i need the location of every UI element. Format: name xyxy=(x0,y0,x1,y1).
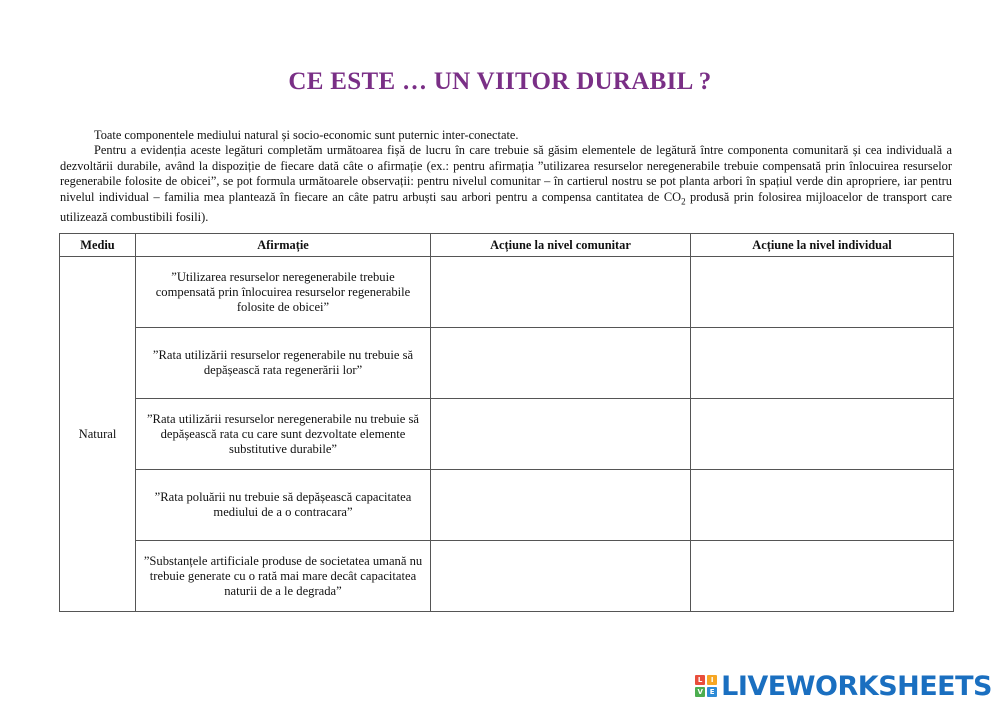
individual-answer-field[interactable] xyxy=(691,328,954,399)
worksheet-table xyxy=(59,233,954,612)
header-actiune-individual: Acțiune la nivel individual xyxy=(691,234,954,257)
community-answer-field[interactable] xyxy=(431,257,691,328)
header-mediu: Mediu xyxy=(60,234,136,257)
logo-square-l: L xyxy=(695,675,705,685)
table-row xyxy=(60,328,954,399)
table-row xyxy=(60,541,954,612)
intro-paragraph-end: produsă prin folosirea mijloacelor de transport care utilizează combustibili fosili). xyxy=(60,189,952,224)
table-row xyxy=(60,399,954,470)
intro-paragraph xyxy=(60,143,952,225)
individual-answer-field[interactable] xyxy=(691,541,954,612)
community-answer-field[interactable] xyxy=(431,541,691,612)
afirmatie-cell: ”Utilizarea resurselor neregenerabile trebuie compensată prin înlocuirea resurselor regenerabile folosite de obicei” xyxy=(136,257,431,328)
afirmatie-cell: ”Rata utilizării resurselor neregenerabile nu trebuie să depășească rata cu care sunt dezvoltate elemente substitutive durabile” xyxy=(136,399,431,470)
community-answer-field[interactable] xyxy=(431,470,691,541)
individual-answer-field[interactable] xyxy=(691,470,954,541)
afirmatie-cell: ”Rata utilizării resurselor regenerabile nu trebuie să depășească rata regenerării lor” xyxy=(136,328,431,399)
individual-answer-field[interactable] xyxy=(691,257,954,328)
page-title: CE ESTE … UN VIITOR DURABIL ? xyxy=(288,68,712,95)
intro-line-1: Toate componentele mediului natural și socio-economic sunt puternic inter-conectate. xyxy=(94,128,519,142)
afirmatie-cell: ”Rata poluării nu trebuie să depășească capacitatea mediului de a o contracara” xyxy=(136,470,431,541)
community-answer-field[interactable] xyxy=(431,328,691,399)
co2-subscript: 2 xyxy=(681,196,686,207)
header-actiune-comunitar: Acțiune la nivel comunitar xyxy=(431,234,691,257)
logo-square-i: I xyxy=(707,675,717,685)
afirmatie-cell: ”Substanțele artificiale produse de societatea umană nu trebuie generate cu o rată mai mare decât capacitatea naturii de a le degrada” xyxy=(136,541,431,612)
table-row xyxy=(60,470,954,541)
logo-square-v: V xyxy=(695,687,705,697)
liveworksheets-logo[interactable] xyxy=(695,671,992,701)
liveworksheets-wordmark: LIVEWORKSHEETS xyxy=(721,670,992,702)
community-answer-field[interactable] xyxy=(431,399,691,470)
individual-answer-field[interactable] xyxy=(691,399,954,470)
logo-square-e: E xyxy=(707,687,717,697)
intro-paragraph-start: Pentru a evidenția aceste legături completăm următoarea fișă de lucru în care trebuie să găsim elementele de legătură între componenta comunitară și cea individuală a dezvoltării durabile, având la dispoziție de fiecare dată câte o afirmație (ex.: pentru afirmația ”utilizarea resurselor neregenerabile trebuie compensată prin înlocuirea resurselor regenerabile folosite de obicei”, se pot formula următoarele observații: pentru nivelul comunitar – în cartierul nostru se pot planta arbori în spațiul verde din apropriere, iar pentru nivelul individual – familia mea plantează în fiecare an câte patru arbuști sau arbori pentru a compensa cantitatea de CO xyxy=(60,143,952,204)
intro-text xyxy=(60,128,952,225)
table-row xyxy=(60,257,954,328)
table-header-row xyxy=(60,234,954,257)
header-afirmatie: Afirmație xyxy=(136,234,431,257)
mediu-cell: Natural xyxy=(60,257,136,612)
liveworksheets-logo-icon xyxy=(695,675,717,697)
